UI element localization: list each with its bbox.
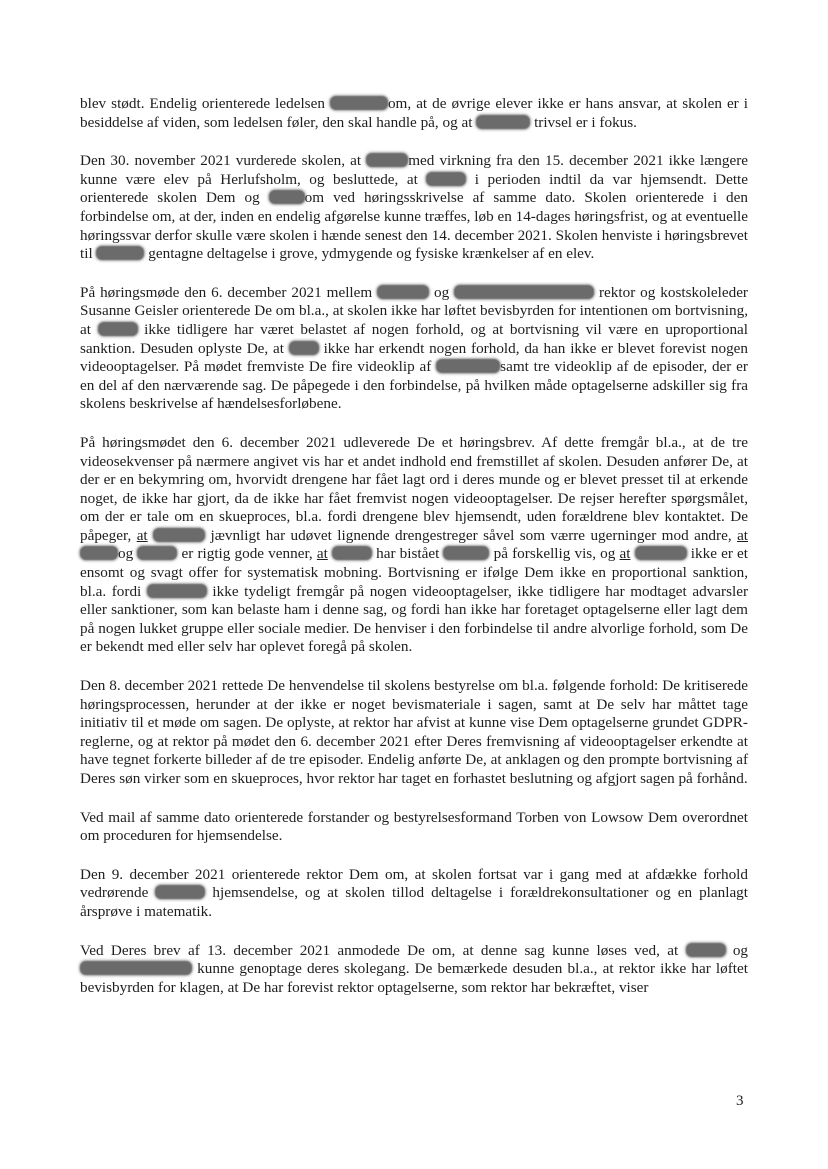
text-run: blev stødt. Endelig orienterede ledelsen (80, 95, 330, 112)
text-run: samt tre videoklip af de episoder, der er en del af den nærværende sag. De påpegede i den forbindelse, på hvilken måde optagelserne adskiller sig fra skolens beskrivelse af hændelsesforløbene. (80, 358, 748, 413)
text-run: trivsel er i fokus. (530, 113, 637, 131)
text-run: i perioden indtil da var hjemsendt. Dette orienterede skolen Dem og (80, 170, 748, 207)
redaction-mark (289, 341, 319, 355)
redaction-mark (330, 96, 388, 110)
text-run: hjemsendelse, og at skolen tillod deltagelse i forældrekonsultationer og en planlagt årsprøve i matematik. (80, 884, 748, 920)
redaction-mark (454, 285, 594, 299)
redaction-mark (80, 961, 192, 975)
text-run: Ved mail af samme dato orienterede forstander og bestyrelsesformand Torben von Lowsow Dem overordnet om proceduren for hjemsendelse. (80, 808, 748, 845)
redaction-mark (426, 172, 466, 186)
redaction-mark (153, 528, 205, 542)
paragraph (80, 434, 748, 657)
redaction-mark (332, 546, 372, 560)
text-run: er rigtig gode venner, (177, 545, 317, 563)
text-run: og (725, 941, 749, 959)
text-run: ikke har erkendt nogen forhold, da han ikke er blevet forevist nogen videooptagelser. På mødet fremviste De fire videoklip af (80, 339, 748, 376)
paragraph (80, 866, 748, 922)
paragraph (80, 942, 748, 998)
redaction-mark (377, 285, 429, 299)
text-run: jævnligt har udøvet lignende drengestreger såvel som værre ugerninger mod andre, (205, 526, 738, 544)
text-run: rektor og kostskoleleder Susanne Geisler orienterede De om bl.a., at skolen ikke har løftet bevisbyrden for intentionen om bortvisning, at (80, 283, 748, 338)
text-run: om ved høringsskrivelse af samme dato. Skolen orienterede i den forbindelse om, at der, inden en endelig afgørelse kunne træffes, løb en 14-dages høringsfrist, og at eventuelle høringssvar derfor skulle være skolen i hænde senest den 14. december 2021. Skolen henviste i høringsbrevet til (80, 189, 749, 263)
paragraph (80, 677, 748, 789)
redaction-mark (476, 115, 530, 129)
text-run: gentagne deltagelse i grove, ydmygende og fysiske krænkelser af en elev. (144, 245, 595, 263)
redaction-mark (147, 584, 207, 598)
text-run: På høringsmødet den 6. december 2021 udleverede De et høringsbrev. Af dette fremgår bl.a., at de tre videosekvenser på nærmere angivet vis har et andet indhold end fremstillet af skolen. Desuden anfører De, at der er en bekymring om, hvorvidt drengene har fået lagt ord i deres munde og er blevet presset til at erkende noget, de ikke har gjort, da de ikke har fået fremvist nogen videooptagelser. De rejser herefter spørgsmålet, om der er tale om en skueproces, bl.a. fordi drengene blev hjemsendt, uden forældrene blev kontaktet. De påpeger, (80, 433, 748, 544)
text-run: Den 9. december 2021 orienterede rektor Dem om, at skolen fortsat var i gang med at afdække forhold vedrørende (80, 865, 748, 902)
paragraph (80, 152, 748, 264)
text-run: ikke tydeligt fremgår på nogen videooptagelser, ikke tidligere har modtaget advarsler eller sanktioner, som kan belaste ham i denne sag, og fordi han ikke har foretaget optagelserne eller lagt dem på nogen lukket gruppe eller sociale medier. De henviser i den forbindelse til andre alvorlige forhold, som De er bekendt med eller selv har oplevet foregå på skolen. (80, 582, 749, 656)
paragraph (80, 95, 748, 132)
text-run: kunne genoptage deres skolegang. De bemærkede desuden bl.a., at rektor ikke har løftet bevisbyrden for klagen, at De har forevist rektor optagelserne, som rektor har bekræftet, viser (80, 960, 748, 996)
text-run: med virkning fra den 15. december 2021 ikke længere kunne være elev på Herlufsholm, og besluttede, at (80, 152, 748, 188)
paragraph (80, 809, 748, 846)
redaction-mark (635, 546, 687, 560)
redaction-mark (436, 359, 500, 373)
redaction-mark (80, 546, 118, 560)
page-number: 3 (736, 1093, 744, 1109)
redaction-mark (269, 190, 305, 204)
text-run: og (429, 283, 455, 301)
text-run: Den 30. november 2021 vurderede skolen, at (80, 152, 367, 170)
text-run: om, at de øvrige elever ikke er hans ansvar, at skolen er i besiddelse af viden, som ledelsen føler, den skal handle på, og at (80, 95, 748, 131)
text-run: og (118, 545, 138, 563)
text-run: På høringsmøde den 6. december 2021 mellem (80, 283, 378, 301)
paragraph (80, 284, 748, 414)
text-run: at (316, 545, 328, 563)
text-run: at (619, 545, 631, 563)
text-run: har bistået (371, 545, 444, 563)
redaction-mark (96, 246, 144, 260)
redaction-mark (686, 943, 726, 957)
redaction-mark (98, 322, 138, 336)
text-run: ikke tidligere har været belastet af nogen forhold, og at bortvisning vil være en uproportional sanktion. Desuden oplyste De, at (80, 320, 749, 357)
text-run: Den 8. december 2021 rettede De henvendelse til skolens bestyrelse om bl.a. følgende forhold: De kritiserede høringsprocessen, herunder at der ikke er noget bevismateriale i sagen, samt at De selv har måttet tage initiativ til et møde om sagen. De oplyste, at rektor har afvist at kunne vise Dem optagelserne grundet GDPR-reglerne, og at rektor på mødet den 6. december 2021 efter Deres fremvisning af videooptagelser erkendte at have tegnet forkerte billeder af de tre episoder. Endelig anførte De, at anklagen og den prompte bortvisning af Deres søn virker som en skueproces, hvor rektor har taget en forhastet beslutning og afgjort sagen på forhånd. (80, 677, 748, 787)
text-run: at (136, 526, 148, 544)
text-run: at (737, 526, 749, 544)
text-run: Ved Deres brev af 13. december 2021 anmodede De om, at denne sag kunne løses ved, at (80, 941, 686, 959)
body-text (80, 95, 748, 1017)
text-run: ikke er et ensomt og svagt offer for systematisk mobning. Bortvisning er ifølge Dem ikke en proportional sanktion, bl.a. fordi (80, 545, 749, 600)
redaction-mark (137, 546, 177, 560)
redaction-mark (155, 885, 205, 899)
redaction-mark (366, 153, 408, 167)
redaction-mark (443, 546, 489, 560)
text-run: på forskellig vis, og (489, 545, 620, 563)
